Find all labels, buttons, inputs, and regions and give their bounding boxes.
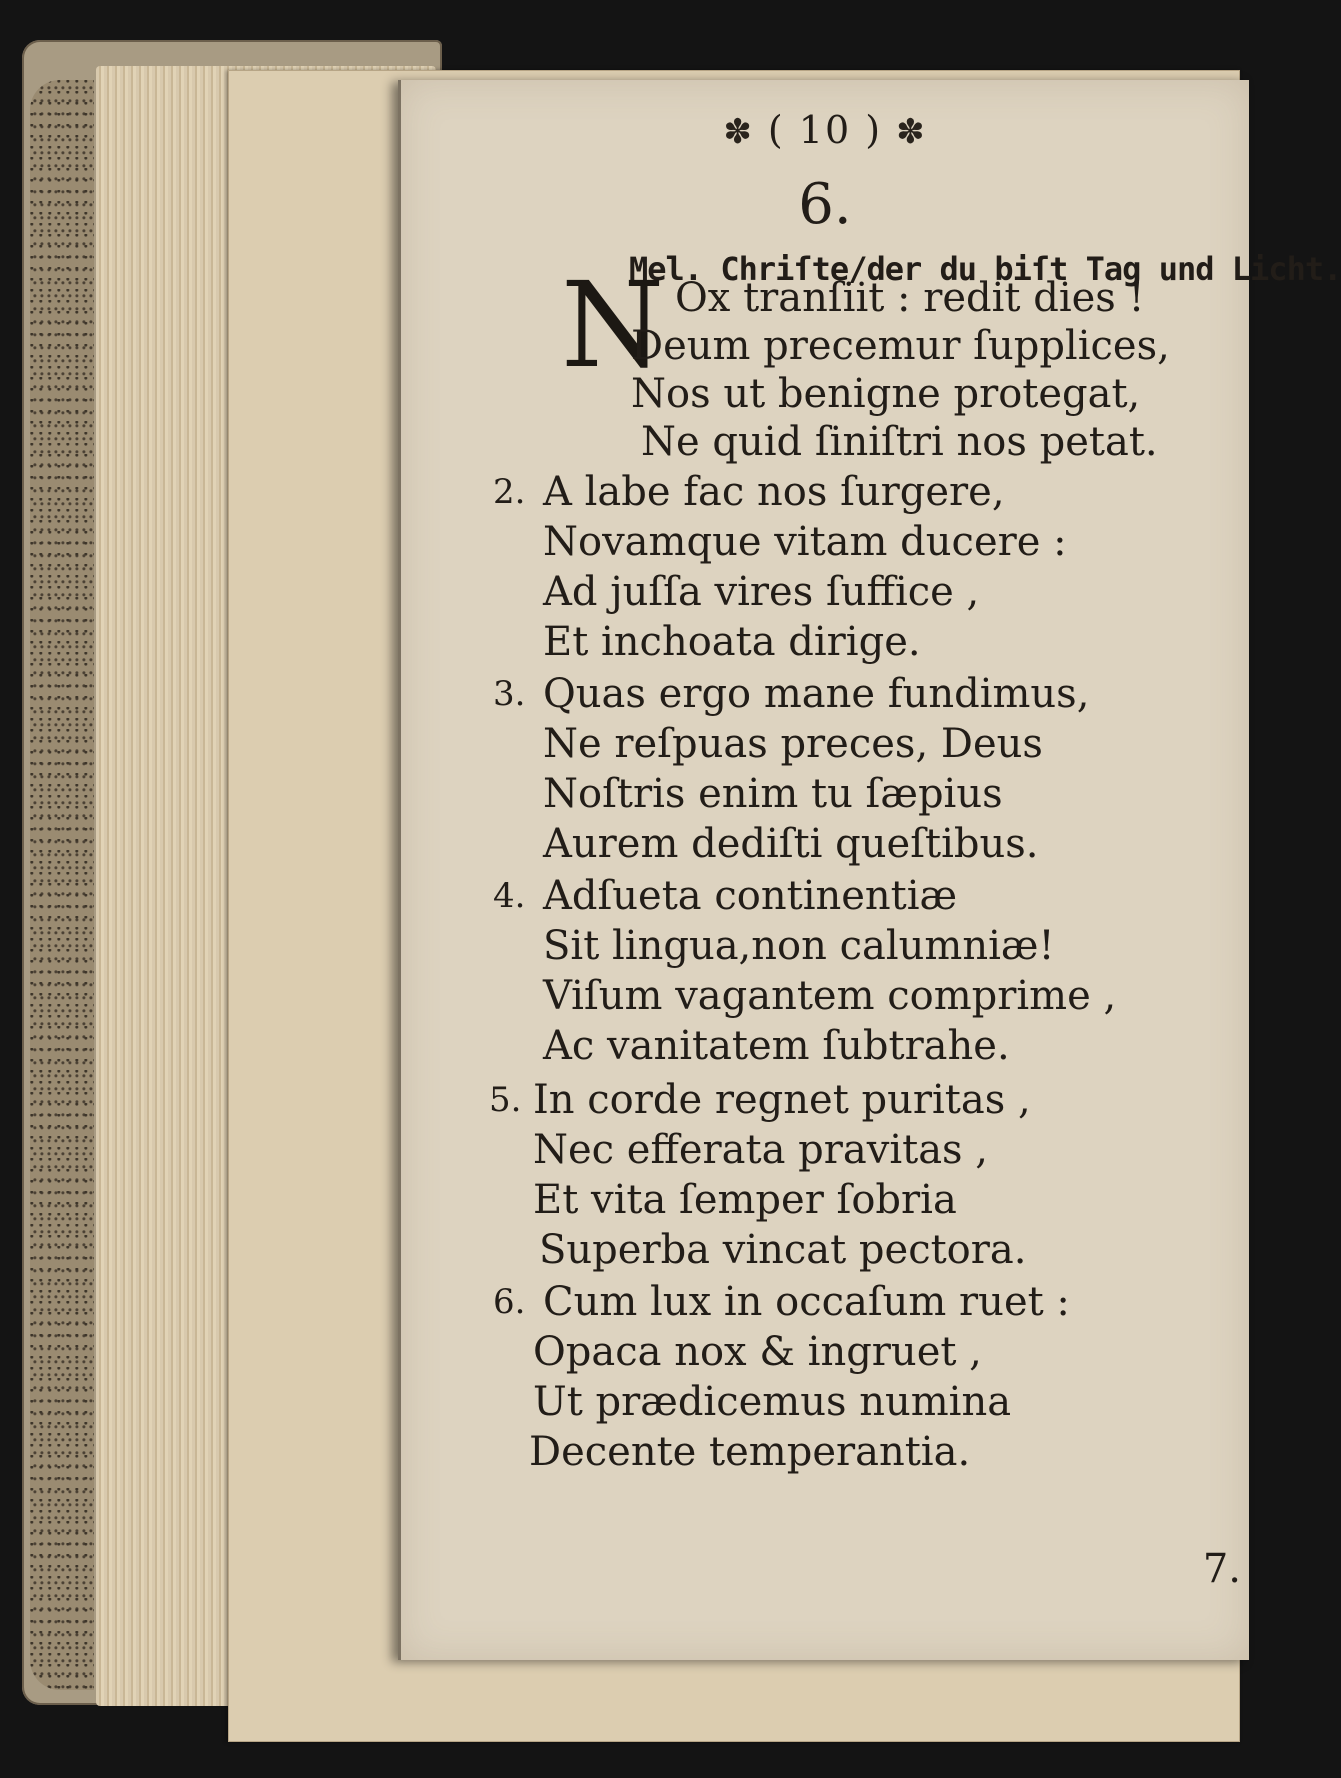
drop-initial: N (561, 256, 665, 394)
catchword: 7. (1202, 1546, 1241, 1592)
stanza-4-line-2: Sit lingua,non calumniæ! (543, 923, 1055, 969)
stanza-6-line-2: Opaca nox & ingruet , (533, 1329, 982, 1375)
page-number: ( 10 ) (767, 108, 883, 152)
hymn-number: 6. (798, 172, 852, 237)
stanza-1-line-1: Ox tranſiit : redit dies ! (675, 275, 1145, 321)
stanza-2-line-4: Et inchoata dirige. (543, 619, 921, 665)
ornament-right-icon: ✽ (896, 112, 927, 152)
stanza-5-number: 5. (489, 1080, 522, 1120)
stanza-6-line-1: Cum lux in occaſum ruet : (543, 1279, 1070, 1325)
stanza-3-line-3: Noſtris enim tu ſæpius (543, 771, 1003, 817)
stanza-5-line-2: Nec efferata pravitas , (533, 1127, 988, 1173)
stanza-3-line-1: Quas ergo mane fundimus, (543, 671, 1090, 717)
stanza-4-line-3: Viſum vagantem comprime , (543, 973, 1117, 1019)
stanza-5-line-1: In corde regnet puritas , (533, 1077, 1031, 1123)
stanza-2-line-3: Ad juſſa vires ſuffice , (543, 569, 980, 615)
page-header (401, 108, 1249, 152)
stanza-1-line-3: Nos ut benigne protegat, (631, 371, 1141, 417)
stanza-3-line-4: Aurem dediſti queſtibus. (543, 821, 1039, 867)
stanza-5-line-4: Superba vincat pectora. (539, 1227, 1027, 1273)
ornament-left-icon: ✽ (723, 112, 754, 152)
stanza-4-line-1: Adſueta continentiæ (543, 873, 958, 919)
stanza-6-line-4: Decente temperantia. (529, 1429, 971, 1475)
printed-page (398, 80, 1341, 1660)
speckled-page-edge (30, 80, 94, 1690)
stanza-6-number: 6. (493, 1282, 526, 1322)
stanza-1-line-4: Ne quid ſiniſtri nos petat. (641, 419, 1158, 465)
stanza-6-line-3: Ut prædicemus numina (533, 1379, 1012, 1425)
stanza-2-line-1: A labe fac nos ſurgere, (543, 469, 1005, 515)
stanza-1-line-2: Deum precemur ſupplices, (631, 323, 1170, 369)
stanza-3-line-2: Ne reſpuas preces, Deus (543, 721, 1043, 767)
stanza-4-number: 4. (493, 876, 526, 916)
stanza-2-line-2: Novamque vitam ducere : (543, 519, 1067, 565)
stanza-5-line-3: Et vita ſemper ſobria (533, 1177, 957, 1223)
stanza-4-line-4: Ac vanitatem ſubtrahe. (543, 1023, 1010, 1069)
stanza-3-number: 3. (493, 674, 526, 714)
stanza-2-number: 2. (493, 472, 526, 512)
melody-line: Mel. Chriſte/der du biſt Tag und Licht. (629, 250, 1341, 288)
